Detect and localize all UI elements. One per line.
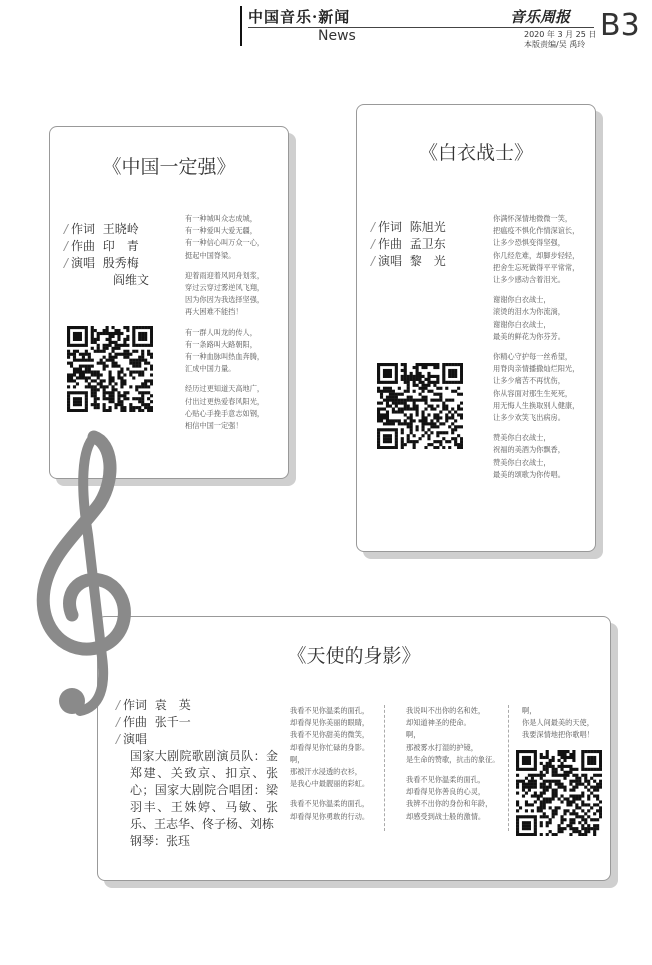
credit-singer-2: 阎维文 [113, 273, 150, 287]
credit-composer: / 作曲 孟卫东 [371, 237, 446, 251]
song-title: 《天使的身影》 [287, 645, 421, 667]
section-name: 中国音乐·新闻 [248, 8, 351, 26]
song-title: 《中国一定强》 [102, 156, 236, 178]
paper-brand: 音乐周报 [510, 8, 571, 26]
piano-credit: 钢琴：张珏 [130, 834, 191, 848]
qr-code-icon[interactable] [67, 326, 153, 412]
performer-list: 国家大剧院歌剧演员队：金郑建、关致京、扣京、张心；国家大剧院合唱团：梁羽丰、王姝婷、马敏、张乐、王志华、佟子杨、刘栋 [130, 749, 278, 831]
issue-date: 2020 年 3 月 25 日 [524, 30, 597, 39]
credit-lyricist: / 作词 陈旭光 [371, 220, 446, 234]
credit-composer: / 作曲 张千一 [116, 715, 191, 729]
column-divider [508, 705, 509, 831]
page-number: B3 [600, 8, 640, 43]
lyrics-column-3: 啊， 你是人间最美的天使， 我要深情地把你歌唱！ [522, 706, 594, 740]
lyrics-column-1: 我看不见你温柔的面孔， 却看得见你美丽的眼睛， 我看不见你甜美的微笑， 却看得见你忙碌的身影。 啊， 那被汗水浸透的衣衫， 是我心中最靓丽的彩虹。 我看不见你温柔的面孔， 却看得见你勇敢的行动。 [290, 706, 370, 821]
song-credits [116, 697, 278, 850]
page-editor: 本版责编/吴 禹玲 [524, 40, 586, 49]
credit-lyricist: / 作词 袁 英 [116, 698, 191, 712]
song-lyrics: 有一种城叫众志成城， 有一种爱叫大爱无疆， 有一种信心叫万众一心， 挺起中国脊梁。 迎着雨迎着风同舟划浆， 穿过云穿过雾逆风飞翔， 因为你因为我选择坚强， 再大困难不能挡！ 有一群人叫龙的传人， 有一条路叫大路朝阳， 有一种血脉叫热血奔腾， 汇成中国力量。 经历过更知道天高地广， 付出过更热爱春风阳光， 心贴心手挽手意志如钢， 相信中国一定强！ [185, 214, 265, 431]
header-rule-vertical [240, 6, 242, 46]
song-credits [371, 219, 446, 270]
credit-singer: / 演唱 [116, 732, 148, 746]
qr-code-icon[interactable] [377, 363, 463, 449]
song-credits [64, 221, 149, 289]
news-label: News [318, 28, 356, 44]
song-card-tianshi [97, 616, 611, 881]
credit-composer: / 作曲 印 青 [64, 239, 139, 253]
treble-clef-icon [28, 425, 136, 725]
column-divider [384, 705, 385, 831]
song-lyrics: 你满怀深情地微微一笑， 把瘟疫不惧化作情深谊长， 让多少恐惧变得坚强， 你几经危难，却脚步轻轻， 把舍生忘死做得平平常常， 让多少感动含着泪光。 谢谢你白衣战士， 滚烫的泪水为你流淌， 谢谢你白衣战士， 最美的鲜花为你芬芳。 你精心守护每一丝希望， 用脊肉亲情播撒灿烂阳光， 让多少痛苦不再忧伤， 你从容面对那生生死死， 用无悔人生换取别人健康， 让多少欢笑飞出病房。 赞美你白衣战士， 祝福的美酒为你飘香， 赞美你白衣战士， 最美的颂歌为你传唱。 [493, 214, 580, 479]
credit-singer: / 演唱 黎 光 [371, 254, 446, 268]
song-card-baiyi [356, 104, 596, 552]
credit-lyricist: / 作词 王晓岭 [64, 222, 139, 236]
song-title: 《白衣战士》 [418, 142, 533, 164]
header-rule [248, 27, 594, 28]
credit-singer: / 演唱 殷秀梅 [64, 256, 139, 270]
lyrics-column-2: 我说叫不出你的名和姓， 却知道神圣的使命。 啊， 那被雾水打湿的护镜， 是生命的赞歌，抗击的象征。 我看不见你温柔的面孔， 却看得见你善良的心灵， 我辨不出你的身份和年龄， 却感受到战士般的激情。 [406, 706, 500, 821]
issue-info [524, 30, 596, 50]
qr-code-icon[interactable] [516, 750, 602, 836]
